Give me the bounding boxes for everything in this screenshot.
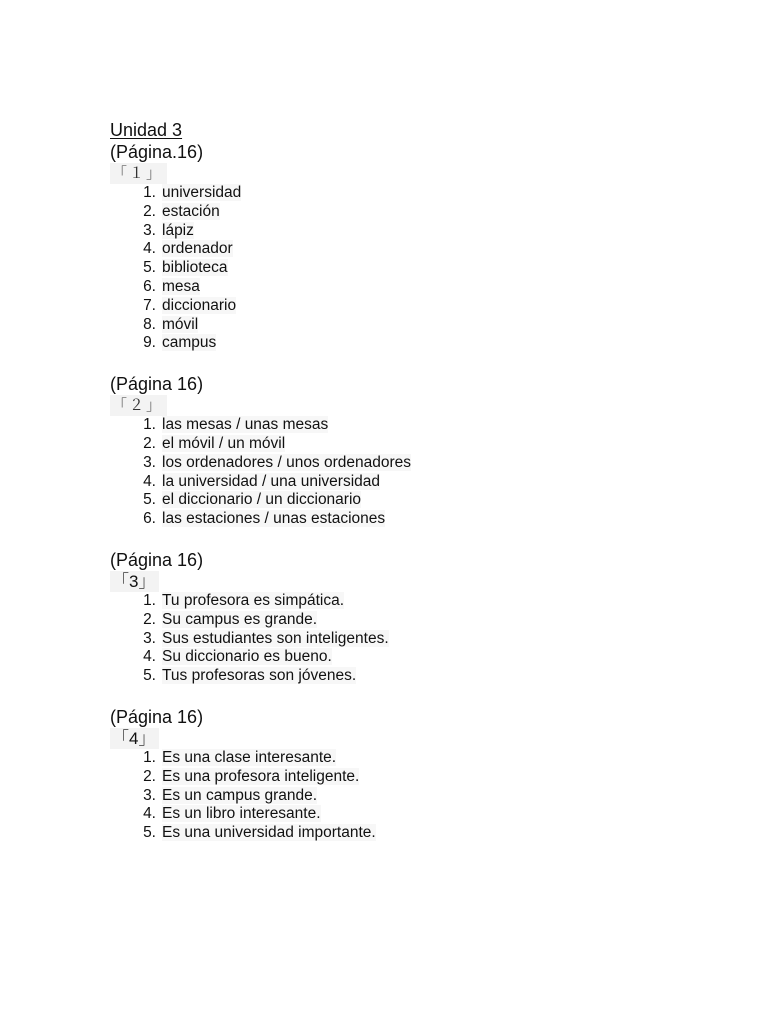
list-item (132, 334, 710, 353)
exercise-section (110, 549, 710, 686)
item-number: 8. (143, 315, 156, 333)
item-number: 2. (143, 610, 156, 628)
exercise-section (110, 706, 710, 843)
item-text: Es una clase interesante. (162, 748, 337, 766)
list-item (132, 805, 710, 824)
item-text: Es una universidad importante. (162, 824, 376, 842)
item-text: Tu profesora es simpática. (162, 591, 345, 609)
item-number: 5. (143, 259, 156, 277)
item-text: móvil (162, 315, 199, 333)
list-item (132, 648, 710, 667)
item-text: las estaciones / unas estaciones (162, 510, 386, 528)
list-item (132, 297, 710, 316)
document-page (110, 119, 710, 843)
list-item (132, 278, 710, 297)
list-item (132, 824, 710, 843)
item-number: 4. (143, 472, 156, 490)
list-item (132, 184, 710, 203)
item-text: campus (162, 334, 217, 352)
item-text: los ordenadores / unos ordenadores (162, 453, 412, 471)
item-number: 3. (143, 453, 156, 471)
exercise-label: 「3」 (110, 571, 159, 592)
item-number: 7. (143, 296, 156, 314)
list-item (132, 768, 710, 787)
item-number: 6. (143, 277, 156, 295)
list-item (132, 473, 710, 492)
item-text: universidad (162, 184, 242, 201)
exercise-sections (110, 141, 710, 843)
item-text: biblioteca (162, 259, 228, 277)
item-number: 3. (143, 629, 156, 647)
list-item (132, 592, 710, 611)
exercise-section (110, 141, 710, 353)
page-reference: (Página 16) (110, 706, 204, 727)
exercise-label: 「１」 (110, 163, 167, 184)
item-number: 6. (143, 510, 156, 528)
page-reference: (Página 16) (110, 374, 204, 395)
item-text: Es un libro interesante. (162, 805, 321, 823)
list-item (132, 630, 710, 649)
item-number: 5. (143, 491, 156, 509)
item-number: 4. (143, 648, 156, 666)
item-text: lápiz (162, 221, 194, 239)
item-number: 9. (143, 334, 156, 352)
item-number: 1. (143, 591, 156, 609)
list-item (132, 240, 710, 259)
unit-title: Unidad 3 (110, 120, 183, 140)
item-text: mesa (162, 277, 200, 295)
list-item (132, 259, 710, 278)
item-number: 4. (143, 805, 156, 823)
item-text: Sus estudiantes son inteligentes. (162, 629, 389, 647)
list-item (132, 667, 710, 686)
item-text: Es un campus grande. (162, 786, 318, 804)
list-item (132, 510, 710, 529)
item-text: el móvil / un móvil (162, 434, 286, 452)
list-item (132, 787, 710, 806)
item-number: 2. (143, 202, 156, 220)
answer-list (110, 592, 710, 686)
item-number: 5. (143, 667, 156, 685)
list-item (132, 435, 710, 454)
exercise-section (110, 373, 710, 529)
list-item (132, 611, 710, 630)
item-number: 4. (143, 240, 156, 258)
answer-list (110, 416, 710, 529)
item-number: 3. (143, 786, 156, 804)
list-item (132, 222, 710, 241)
list-item (132, 316, 710, 335)
item-text: las mesas / unas mesas (162, 416, 329, 434)
item-text: el diccionario / un diccionario (162, 491, 362, 509)
list-item (132, 454, 710, 473)
list-item (132, 491, 710, 510)
item-number: 5. (143, 824, 156, 842)
item-text: estación (162, 202, 220, 220)
item-number: 1. (143, 416, 156, 434)
exercise-label: 「4」 (110, 728, 159, 749)
list-item (132, 416, 710, 435)
item-text: Su campus es grande. (162, 610, 318, 628)
page-reference: (Página 16) (110, 549, 204, 570)
list-item (132, 203, 710, 222)
item-text: Tus profesoras son jóvenes. (162, 667, 357, 685)
item-number: 2. (143, 434, 156, 452)
page-reference: (Página.16) (110, 142, 204, 162)
item-text: la universidad / una universidad (162, 472, 380, 490)
item-number: 1. (143, 184, 156, 201)
list-item (132, 749, 710, 768)
answer-list (110, 749, 710, 843)
item-number: 2. (143, 767, 156, 785)
answer-list (110, 184, 710, 353)
item-text: Su diccionario es bueno. (162, 648, 332, 666)
item-text: diccionario (162, 296, 237, 314)
item-number: 3. (143, 221, 156, 239)
item-text: ordenador (162, 240, 233, 258)
exercise-label: 「２」 (110, 395, 167, 416)
item-text: Es una profesora inteligente. (162, 767, 360, 785)
item-number: 1. (143, 748, 156, 766)
